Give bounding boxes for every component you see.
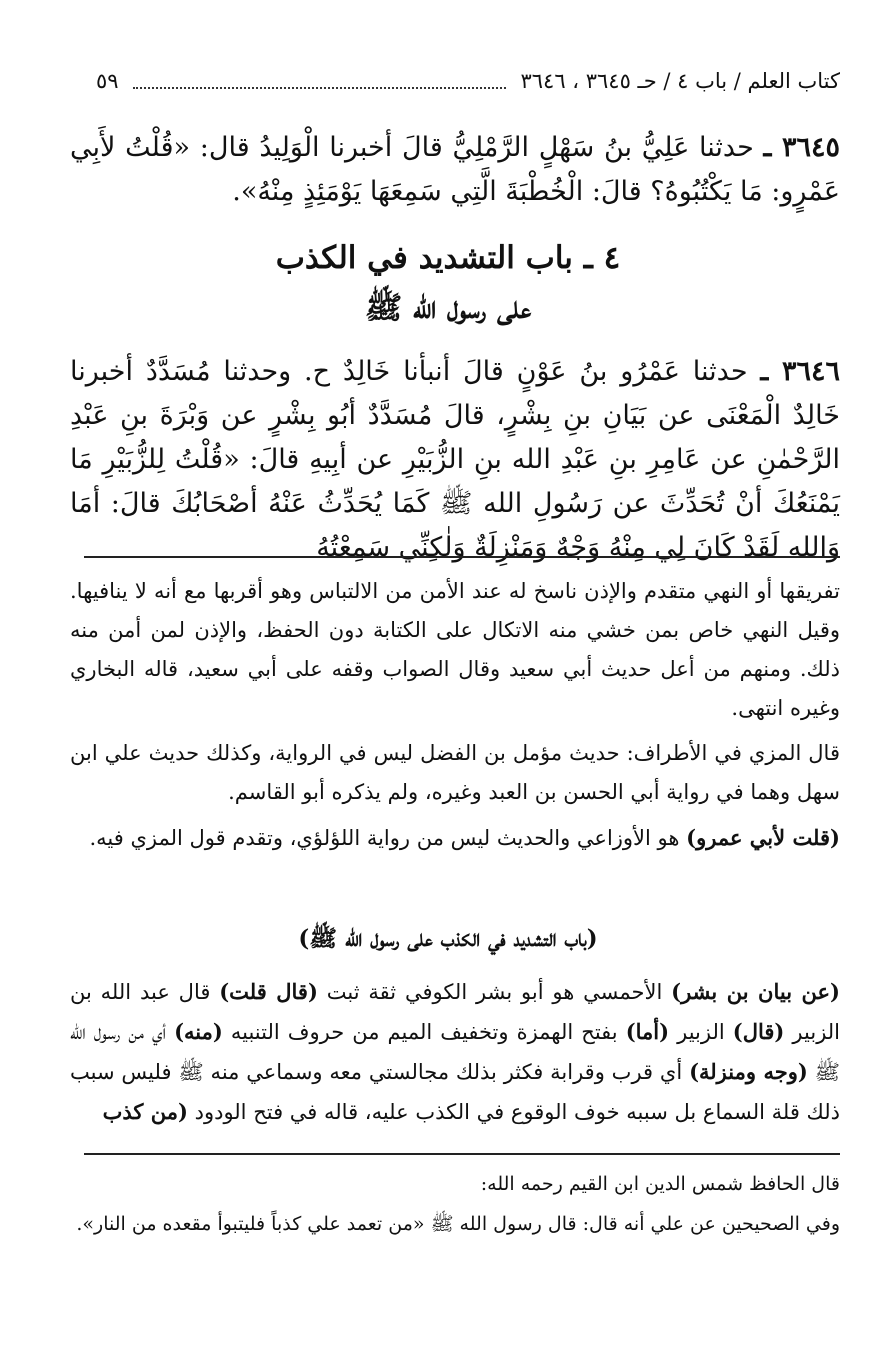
hadith-number: ٣٦٤٦ ـ — [760, 356, 840, 387]
commentary-lower — [70, 972, 840, 1138]
bold-lemma: (وجه ومنزلة) — [689, 1059, 808, 1084]
commentary-paragraph: تفريقها أو النهي متقدم والإذن ناسخ له عند الأمن من الالتباس وهو أقربها مع أنه لا ينافيها. وقيل النهي خاص بمن خشي منه الاتكال على الكتابة دون الحفظ، والإذن لمن أمن منه ذلك. ومنهم من أعل حديث أبي سعيد وقال الصواب وقفه على أبي سعيد، قاله البخاري وغيره انتهى. — [70, 579, 840, 720]
footnote-block — [70, 1164, 840, 1244]
page-header — [96, 64, 840, 98]
commentary-text: قال عبد الله بن الزبير — [70, 980, 841, 1044]
header-leader-dots — [133, 73, 507, 89]
hadith-3645-paragraph — [70, 126, 840, 214]
footnote-line: قال الحافظ شمس الدين ابن القيم رحمه الله: — [480, 1173, 840, 1195]
bold-lemma: (قلت لأبي عمرو) — [686, 825, 840, 850]
bold-lemma: (أما) — [625, 1019, 670, 1044]
hadith-3646 — [70, 350, 840, 570]
commentary-paragraph — [70, 818, 840, 858]
commentary-text: أي من رسول الله ﷺ — [70, 1020, 841, 1084]
page-number: ٥٩ — [96, 69, 119, 93]
hadith-text: حدثنا عَمْرُو بنُ عَوْنٍ قالَ أنبأنا خَالِدٌ ح. وحدثنا مُسَدَّدٌ أخبرنا خَالِدٌ الْمَعْنَى عن بَيَانِ بنِ بِشْرٍ، قالَ مُسَدَّدٌ أبُو بِشْرٍ عن وَبْرَةَ بنِ عَبْدِ الرَّحْمٰنِ عن عَامِرِ بنِ عَبْدِ الله بنِ الزُّبَيْرِ عن أبِيهِ قالَ: «قُلْتُ لِلزُّبَيْرِ مَا يَمْنَعُكَ أنْ تُحَدِّثَ عن رَسُولِ الله ﷺ كَمَا يُحَدِّثُ عَنْهُ أصْحَابُكَ قالَ: أمَا وَالله لَقَدْ كَانَ لِي مِنْهُ وَجْهٌ وَمَنْزِلَةٌ وَلٰكِنِّي سَمِعْتُهُ — [70, 356, 840, 563]
hadith-3646-paragraph — [70, 350, 840, 570]
commentary-text: أي قرب وقرابة فكثر بذلك مجالستي معه وسماعي منه ﷺ فليس سبب ذلك قلة السماع بل سببه خوف الوقوع في الكذب عليه، قاله في فتح الودود — [70, 1060, 840, 1124]
commentary-text: هو الأوزاعي والحديث ليس من رواية اللؤلؤي، وتقدم قول المزي فيه. — [89, 826, 680, 850]
footnote-line: وفي الصحيحين عن علي أنه قال: قال رسول الله ﷺ «من تعمد علي كذباً فليتبوأ مقعده من النار». — [76, 1213, 840, 1235]
bold-lemma: (قال قلت) — [219, 979, 318, 1004]
hadith-text: حدثنا عَلِيُّ بنُ سَهْلٍ الرَّمْلِيُّ قالَ أخبرنا الْوَلِيدُ قال: «قُلْتُ لأَبِي عَمْرٍو: مَا يَكْتُبُوهُ؟ قالَ: الْخُطْبَةَ الَّتِي سَمِعَهَا يَوْمَئِذٍ مِنْهُ». — [70, 132, 840, 207]
commentary-text: بفتح الهمزة وتخفيف الميم من حروف التنبيه — [230, 1020, 618, 1044]
commentary-upper — [70, 572, 840, 864]
commentary-section-title: (باب التشديد في الكذب على رسول الله ﷺ) — [298, 925, 598, 952]
commentary-paragraph — [70, 972, 840, 1132]
bold-lemma: (منه) — [174, 1019, 223, 1044]
commentary-paragraph: قال المزي في الأطراف: حديث مؤمل بن الفضل ليس في الرواية، وكذلك حديث علي ابن سهل وهما في رواية أبي الحسن بن العبد وغيره، ولم يذكره أبو القاسم. — [70, 741, 840, 804]
footnote-separator-rule — [84, 1153, 840, 1155]
commentary-text: الأحمسي هو أبو بشر الكوفي ثقة ثبت — [326, 980, 663, 1004]
commentary-text: الزبير — [677, 1020, 725, 1044]
separator-rule — [84, 556, 840, 558]
chapter-title: ٤ ـ باب التشديد في الكذب — [275, 240, 621, 276]
chapter-subtitle: على رسول الله ﷺ — [364, 290, 532, 326]
bold-lemma: (عن بيان بن بشر) — [671, 979, 840, 1004]
hadith-number: ٣٦٤٥ ـ — [763, 132, 841, 163]
running-title: كتاب العلم / باب ٤ / حـ ٣٦٤٥ ، ٣٦٤٦ — [520, 69, 840, 93]
bold-lemma: (من كذب — [102, 1099, 188, 1124]
bold-lemma: (قال) — [732, 1019, 785, 1044]
hadith-3645 — [70, 126, 840, 214]
